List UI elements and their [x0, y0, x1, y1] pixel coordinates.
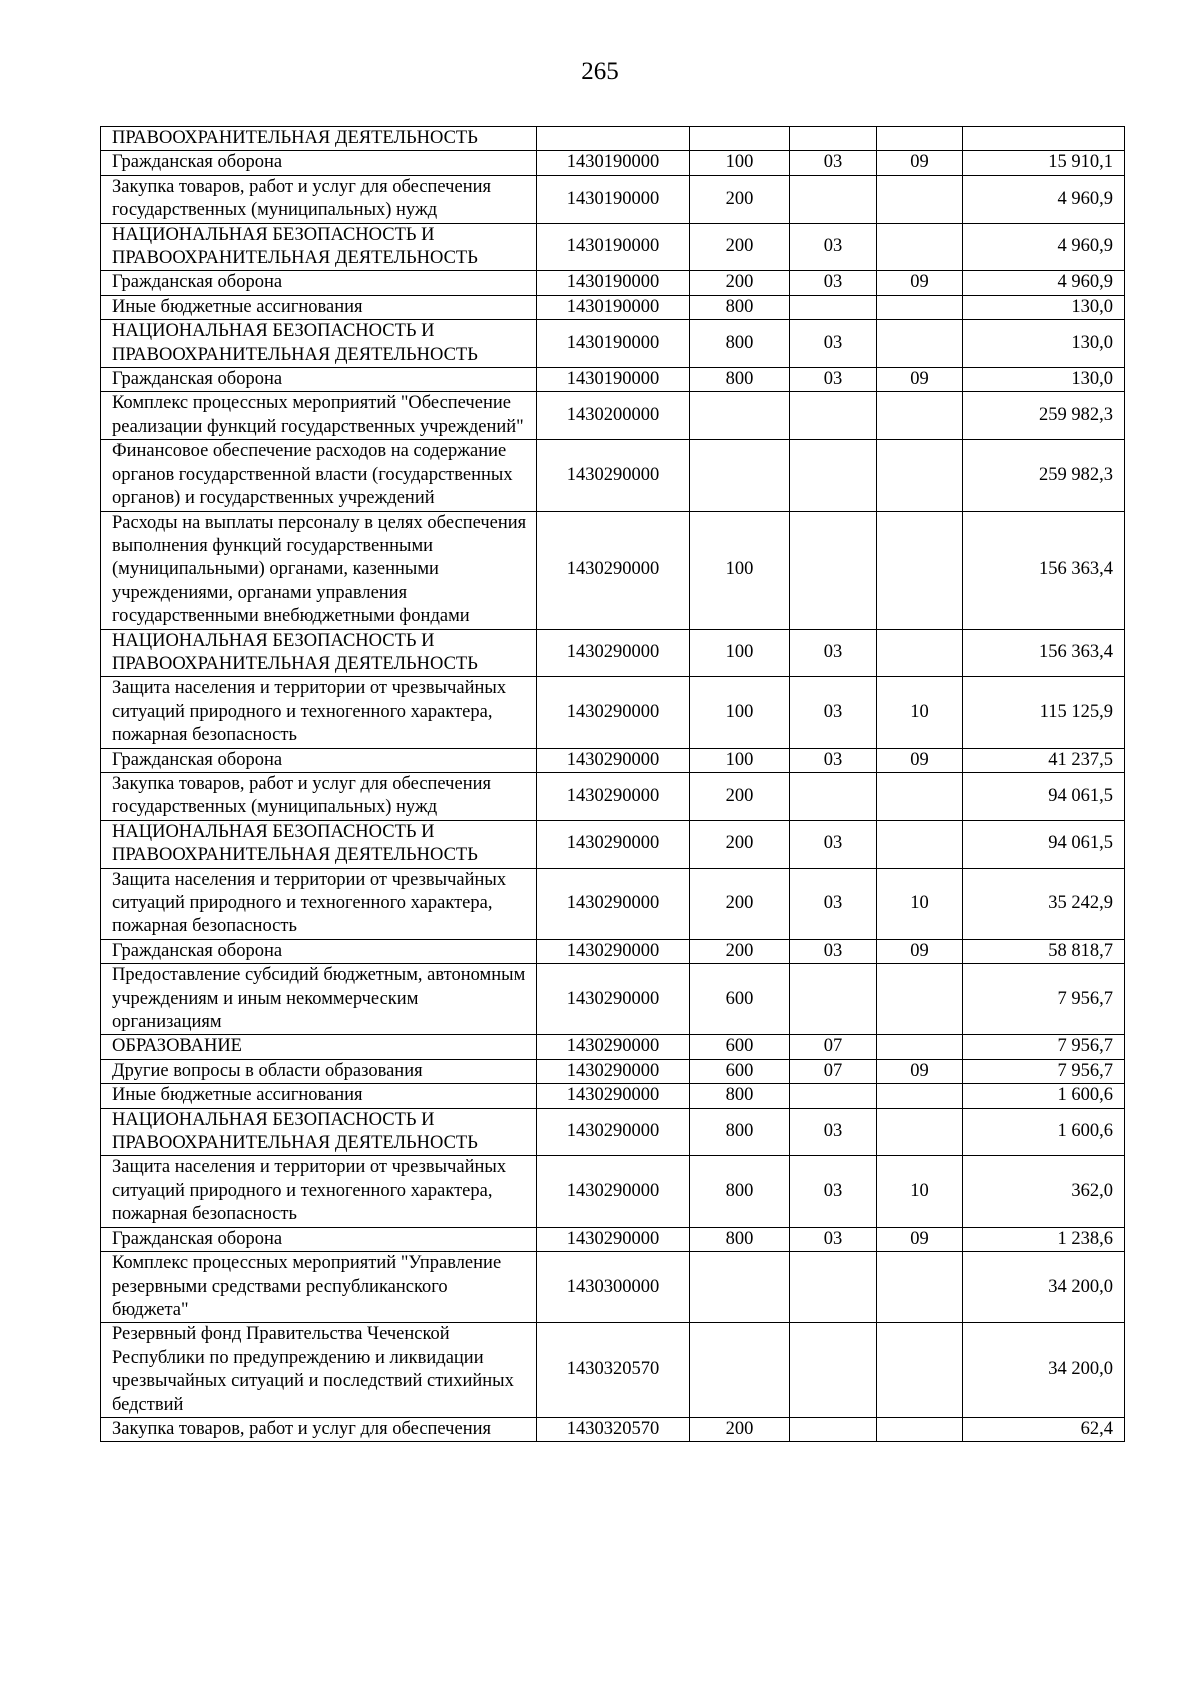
amount-cell: 115 125,9 — [963, 677, 1125, 748]
target-article-code-cell: 1430290000 — [537, 1108, 690, 1156]
expense-name-cell: Другие вопросы в области образования — [101, 1059, 537, 1083]
amount-cell: 7 956,7 — [963, 1059, 1125, 1083]
amount-cell: 259 982,3 — [963, 440, 1125, 511]
target-article-code-cell: 1430290000 — [537, 1059, 690, 1083]
section-code-cell — [790, 964, 877, 1035]
table-row — [101, 1156, 1125, 1227]
target-article-code-cell — [537, 127, 690, 151]
section-code-cell — [790, 127, 877, 151]
amount-cell: 34 200,0 — [963, 1252, 1125, 1323]
table-row — [101, 964, 1125, 1035]
table-row — [101, 271, 1125, 295]
amount-cell: 4 960,9 — [963, 223, 1125, 271]
section-code-cell: 03 — [790, 629, 877, 677]
expense-type-code-cell: 100 — [690, 511, 790, 629]
table-row — [101, 1108, 1125, 1156]
section-code-cell — [790, 772, 877, 820]
section-code-cell — [790, 392, 877, 440]
expense-type-code-cell: 600 — [690, 1035, 790, 1059]
expense-name-cell: Защита населения и территории от чрезвычайных ситуаций природного и техногенного характера, пожарная безопасность — [101, 677, 537, 748]
amount-cell: 1 238,6 — [963, 1227, 1125, 1251]
expense-name-cell: Гражданская оборона — [101, 151, 537, 175]
target-article-code-cell: 1430290000 — [537, 511, 690, 629]
target-article-code-cell: 1430190000 — [537, 295, 690, 319]
amount-cell: 259 982,3 — [963, 392, 1125, 440]
section-code-cell: 03 — [790, 939, 877, 963]
expense-name-cell: Расходы на выплаты персоналу в целях обеспечения выполнения функций государственными (муниципальными) органами, казенными учреждениями, органами управления государственными внебюджетными фондами — [101, 511, 537, 629]
target-article-code-cell: 1430290000 — [537, 1156, 690, 1227]
expense-type-code-cell: 800 — [690, 295, 790, 319]
subsection-code-cell — [877, 820, 963, 868]
expense-name-cell: Гражданская оборона — [101, 939, 537, 963]
table-row — [101, 868, 1125, 939]
target-article-code-cell: 1430300000 — [537, 1252, 690, 1323]
amount-cell: 35 242,9 — [963, 868, 1125, 939]
table-row — [101, 223, 1125, 271]
target-article-code-cell: 1430190000 — [537, 223, 690, 271]
expense-type-code-cell: 800 — [690, 320, 790, 368]
expense-name-cell: Предоставление субсидий бюджетным, автономным учреждениям и иным некоммерческим организациям — [101, 964, 537, 1035]
table-row — [101, 1084, 1125, 1108]
expense-type-code-cell — [690, 127, 790, 151]
target-article-code-cell: 1430200000 — [537, 392, 690, 440]
table-row — [101, 368, 1125, 392]
subsection-code-cell — [877, 1252, 963, 1323]
expense-name-cell: ПРАВООХРАНИТЕЛЬНАЯ ДЕЯТЕЛЬНОСТЬ — [101, 127, 537, 151]
section-code-cell — [790, 1084, 877, 1108]
expense-name-cell: ОБРАЗОВАНИЕ — [101, 1035, 537, 1059]
expense-name-cell: Финансовое обеспечение расходов на содержание органов государственной власти (государственных органов) и государственных учреждений — [101, 440, 537, 511]
expense-type-code-cell — [690, 440, 790, 511]
expense-type-code-cell: 100 — [690, 629, 790, 677]
section-code-cell: 03 — [790, 151, 877, 175]
amount-cell: 34 200,0 — [963, 1323, 1125, 1418]
expense-name-cell: НАЦИОНАЛЬНАЯ БЕЗОПАСНОСТЬ И ПРАВООХРАНИТЕЛЬНАЯ ДЕЯТЕЛЬНОСТЬ — [101, 629, 537, 677]
expense-type-code-cell: 800 — [690, 368, 790, 392]
amount-cell: 362,0 — [963, 1156, 1125, 1227]
expense-name-cell: Иные бюджетные ассигнования — [101, 295, 537, 319]
table-row — [101, 175, 1125, 223]
section-code-cell: 07 — [790, 1059, 877, 1083]
table-row — [101, 772, 1125, 820]
target-article-code-cell: 1430290000 — [537, 1227, 690, 1251]
expense-type-code-cell: 100 — [690, 748, 790, 772]
subsection-code-cell — [877, 440, 963, 511]
section-code-cell — [790, 1252, 877, 1323]
section-code-cell: 03 — [790, 1156, 877, 1227]
section-code-cell — [790, 511, 877, 629]
subsection-code-cell: 10 — [877, 1156, 963, 1227]
subsection-code-cell: 09 — [877, 748, 963, 772]
expense-type-code-cell: 200 — [690, 223, 790, 271]
amount-cell: 58 818,7 — [963, 939, 1125, 963]
amount-cell: 156 363,4 — [963, 629, 1125, 677]
table-row — [101, 440, 1125, 511]
subsection-code-cell — [877, 1084, 963, 1108]
expense-name-cell: Защита населения и территории от чрезвычайных ситуаций природного и техногенного характера, пожарная безопасность — [101, 1156, 537, 1227]
expense-name-cell: Закупка товаров, работ и услуг для обеспечения государственных (муниципальных) нужд — [101, 772, 537, 820]
table-row — [101, 677, 1125, 748]
table-row — [101, 1059, 1125, 1083]
expense-type-code-cell: 200 — [690, 868, 790, 939]
expense-name-cell: НАЦИОНАЛЬНАЯ БЕЗОПАСНОСТЬ И ПРАВООХРАНИТЕЛЬНАЯ ДЕЯТЕЛЬНОСТЬ — [101, 223, 537, 271]
subsection-code-cell — [877, 629, 963, 677]
amount-cell: 4 960,9 — [963, 175, 1125, 223]
expense-name-cell: Гражданская оборона — [101, 1227, 537, 1251]
table-row — [101, 320, 1125, 368]
table-row — [101, 392, 1125, 440]
target-article-code-cell: 1430320570 — [537, 1323, 690, 1418]
table-row — [101, 748, 1125, 772]
section-code-cell: 03 — [790, 368, 877, 392]
expense-type-code-cell — [690, 392, 790, 440]
expense-name-cell: НАЦИОНАЛЬНАЯ БЕЗОПАСНОСТЬ И ПРАВООХРАНИТЕЛЬНАЯ ДЕЯТЕЛЬНОСТЬ — [101, 820, 537, 868]
amount-cell: 15 910,1 — [963, 151, 1125, 175]
expense-name-cell: Гражданская оборона — [101, 271, 537, 295]
subsection-code-cell — [877, 1035, 963, 1059]
table-row — [101, 1323, 1125, 1418]
amount-cell: 156 363,4 — [963, 511, 1125, 629]
subsection-code-cell — [877, 127, 963, 151]
amount-cell: 130,0 — [963, 320, 1125, 368]
subsection-code-cell: 09 — [877, 939, 963, 963]
expense-type-code-cell: 600 — [690, 1059, 790, 1083]
section-code-cell: 03 — [790, 677, 877, 748]
amount-cell: 7 956,7 — [963, 964, 1125, 1035]
subsection-code-cell — [877, 320, 963, 368]
table-row — [101, 1035, 1125, 1059]
amount-cell: 62,4 — [963, 1417, 1125, 1441]
subsection-code-cell — [877, 964, 963, 1035]
amount-cell: 130,0 — [963, 295, 1125, 319]
expense-name-cell: Закупка товаров, работ и услуг для обеспечения — [101, 1417, 537, 1441]
target-article-code-cell: 1430290000 — [537, 772, 690, 820]
target-article-code-cell: 1430190000 — [537, 151, 690, 175]
expense-name-cell: Комплекс процессных мероприятий "Обеспечение реализации функций государственных учреждений" — [101, 392, 537, 440]
subsection-code-cell — [877, 1417, 963, 1441]
expense-name-cell: НАЦИОНАЛЬНАЯ БЕЗОПАСНОСТЬ И ПРАВООХРАНИТЕЛЬНАЯ ДЕЯТЕЛЬНОСТЬ — [101, 1108, 537, 1156]
subsection-code-cell: 10 — [877, 677, 963, 748]
table-row — [101, 151, 1125, 175]
expense-type-code-cell: 200 — [690, 1417, 790, 1441]
subsection-code-cell: 09 — [877, 271, 963, 295]
section-code-cell — [790, 1417, 877, 1441]
expense-type-code-cell — [690, 1323, 790, 1418]
section-code-cell: 03 — [790, 320, 877, 368]
target-article-code-cell: 1430290000 — [537, 820, 690, 868]
target-article-code-cell: 1430290000 — [537, 677, 690, 748]
table-row — [101, 127, 1125, 151]
table-row — [101, 1417, 1125, 1441]
target-article-code-cell: 1430320570 — [537, 1417, 690, 1441]
table-row — [101, 939, 1125, 963]
section-code-cell: 03 — [790, 271, 877, 295]
expense-name-cell: Комплекс процессных мероприятий "Управление резервными средствами республиканского бюджета" — [101, 1252, 537, 1323]
target-article-code-cell: 1430290000 — [537, 748, 690, 772]
table-row — [101, 1252, 1125, 1323]
section-code-cell: 03 — [790, 1227, 877, 1251]
expense-name-cell: Гражданская оборона — [101, 368, 537, 392]
target-article-code-cell: 1430290000 — [537, 629, 690, 677]
expense-type-code-cell: 100 — [690, 677, 790, 748]
section-code-cell: 07 — [790, 1035, 877, 1059]
amount-cell: 1 600,6 — [963, 1084, 1125, 1108]
section-code-cell — [790, 440, 877, 511]
amount-cell: 1 600,6 — [963, 1108, 1125, 1156]
amount-cell: 130,0 — [963, 368, 1125, 392]
target-article-code-cell: 1430190000 — [537, 320, 690, 368]
expense-name-cell: НАЦИОНАЛЬНАЯ БЕЗОПАСНОСТЬ И ПРАВООХРАНИТЕЛЬНАЯ ДЕЯТЕЛЬНОСТЬ — [101, 320, 537, 368]
table-row — [101, 1227, 1125, 1251]
subsection-code-cell — [877, 392, 963, 440]
amount-cell — [963, 127, 1125, 151]
target-article-code-cell: 1430290000 — [537, 1035, 690, 1059]
subsection-code-cell: 10 — [877, 868, 963, 939]
target-article-code-cell: 1430190000 — [537, 175, 690, 223]
subsection-code-cell — [877, 1323, 963, 1418]
subsection-code-cell — [877, 223, 963, 271]
budget-table — [100, 126, 1125, 1442]
amount-cell: 94 061,5 — [963, 772, 1125, 820]
table-row — [101, 295, 1125, 319]
subsection-code-cell — [877, 175, 963, 223]
subsection-code-cell — [877, 772, 963, 820]
section-code-cell — [790, 295, 877, 319]
expense-type-code-cell: 800 — [690, 1227, 790, 1251]
expense-type-code-cell: 800 — [690, 1084, 790, 1108]
subsection-code-cell — [877, 295, 963, 319]
subsection-code-cell: 09 — [877, 1059, 963, 1083]
target-article-code-cell: 1430190000 — [537, 368, 690, 392]
expense-type-code-cell: 200 — [690, 939, 790, 963]
subsection-code-cell — [877, 1108, 963, 1156]
expense-name-cell: Иные бюджетные ассигнования — [101, 1084, 537, 1108]
expense-type-code-cell: 200 — [690, 271, 790, 295]
expense-name-cell: Защита населения и территории от чрезвычайных ситуаций природного и техногенного характера, пожарная безопасность — [101, 868, 537, 939]
budget-table-body — [101, 127, 1125, 1442]
expense-type-code-cell: 600 — [690, 964, 790, 1035]
section-code-cell: 03 — [790, 223, 877, 271]
expense-type-code-cell: 200 — [690, 772, 790, 820]
table-row — [101, 511, 1125, 629]
target-article-code-cell: 1430290000 — [537, 868, 690, 939]
target-article-code-cell: 1430290000 — [537, 939, 690, 963]
target-article-code-cell: 1430290000 — [537, 964, 690, 1035]
section-code-cell: 03 — [790, 820, 877, 868]
section-code-cell — [790, 175, 877, 223]
section-code-cell — [790, 1323, 877, 1418]
subsection-code-cell: 09 — [877, 151, 963, 175]
expense-name-cell: Закупка товаров, работ и услуг для обеспечения государственных (муниципальных) нужд — [101, 175, 537, 223]
expense-name-cell: Гражданская оборона — [101, 748, 537, 772]
target-article-code-cell: 1430190000 — [537, 271, 690, 295]
amount-cell: 94 061,5 — [963, 820, 1125, 868]
subsection-code-cell: 09 — [877, 368, 963, 392]
table-row — [101, 820, 1125, 868]
section-code-cell: 03 — [790, 748, 877, 772]
section-code-cell: 03 — [790, 1108, 877, 1156]
section-code-cell: 03 — [790, 868, 877, 939]
amount-cell: 4 960,9 — [963, 271, 1125, 295]
table-row — [101, 629, 1125, 677]
expense-name-cell: Резервный фонд Правительства Чеченской Республики по предупреждению и ликвидации чрезвычайных ситуаций и последствий стихийных бедствий — [101, 1323, 537, 1418]
amount-cell: 7 956,7 — [963, 1035, 1125, 1059]
expense-type-code-cell: 100 — [690, 151, 790, 175]
expense-type-code-cell: 800 — [690, 1108, 790, 1156]
expense-type-code-cell: 800 — [690, 1156, 790, 1227]
expense-type-code-cell — [690, 1252, 790, 1323]
subsection-code-cell: 09 — [877, 1227, 963, 1251]
target-article-code-cell: 1430290000 — [537, 440, 690, 511]
target-article-code-cell: 1430290000 — [537, 1084, 690, 1108]
expense-type-code-cell: 200 — [690, 820, 790, 868]
expense-type-code-cell: 200 — [690, 175, 790, 223]
amount-cell: 41 237,5 — [963, 748, 1125, 772]
subsection-code-cell — [877, 511, 963, 629]
page-number: 265 — [581, 58, 619, 85]
